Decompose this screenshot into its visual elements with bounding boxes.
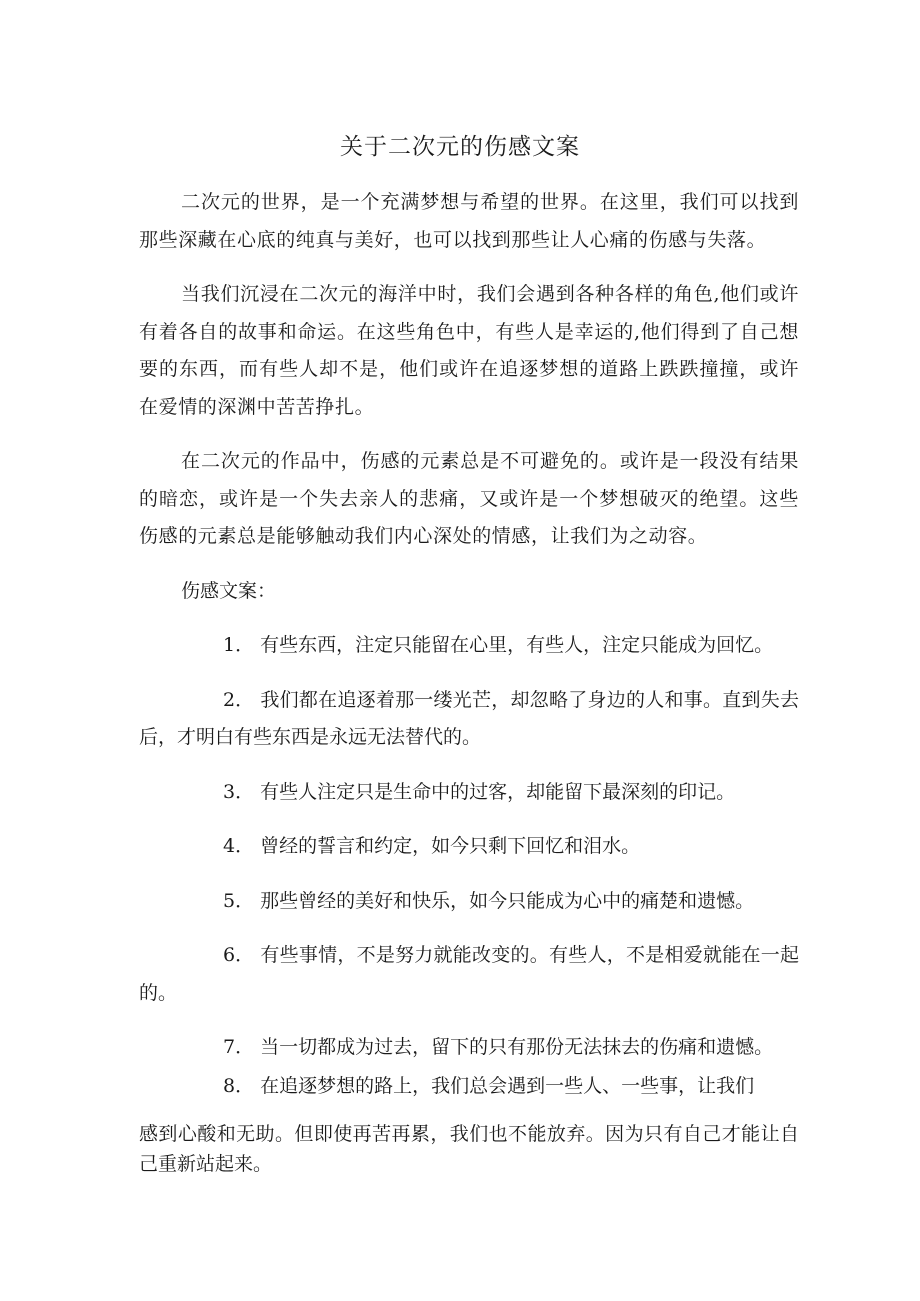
list-item <box>139 682 799 757</box>
document-body <box>139 184 799 1196</box>
list-item-number: 7． <box>223 1036 255 1058</box>
list-item-number: 3． <box>223 780 255 803</box>
list-item <box>139 883 799 921</box>
list-item <box>139 828 799 866</box>
paragraph-elements: 在二次元的作品中，伤感的元素总是不可避免的。或许是一段没有结果的暗恋，或许是一个失去亲人的悲痛，又或许是一个梦想破灭的绝望。这些伤感的元素总是能够触动我们内心深处的情感，让我们为之动容。 <box>139 450 799 547</box>
list-item-number: 1． <box>223 634 255 656</box>
list-item-number: 4． <box>223 835 255 857</box>
list-item <box>139 1029 799 1067</box>
list-item-continuation: 感到心酸和无助。但即使再苦再累，我们也不能放弃。因为只有自己才能让自己重新站起来。 <box>139 1122 799 1175</box>
paragraph-intro: 二次元的世界，是一个充满梦想与希望的世界。在这里，我们可以找到那些深藏在心底的纯真与美好，也可以找到那些让人心痛的伤感与失落。 <box>139 191 799 251</box>
list-item <box>139 627 799 665</box>
document-title: 关于二次元的伤感文案 <box>340 134 580 160</box>
list-item-text: 那些曾经的美好和快乐，如今只能成为心中的痛楚和遗憾。 <box>260 889 755 912</box>
list-item-number: 6． <box>223 944 255 966</box>
paragraph-characters: 当我们沉浸在二次元的海洋中时，我们会遇到各种各样的角色,他们或许有着各自的故事和命运。在这些角色中，有些人是幸运的,他们得到了自己想要的东西，而有些人却不是，他们或许在追逐梦想的道路上跌跌撞撞，或许在爱情的深渊中苦苦挣扎。 <box>139 283 799 418</box>
list-item <box>139 1071 799 1179</box>
list-item-number: 2． <box>223 688 255 711</box>
section-label: 伤感文案： <box>181 579 277 602</box>
list-item-number: 8． <box>223 1074 255 1097</box>
list-item-text: 我们都在追逐着那一缕光芒，却忽略了身边的人和事。直到失去后，才明白有些东西是永远无法替代的。 <box>139 688 799 748</box>
list-item-text: 有些东西，注定只能留在心里，有些人，注定只能成为回忆。 <box>260 634 774 656</box>
list-item <box>139 774 799 812</box>
list-item-text: 在追逐梦想的路上，我们总会遇到一些人、一些事，让我们 <box>260 1074 755 1097</box>
list-item-text: 当一切都成为过去，留下的只有那份无法抹去的伤痛和遗憾。 <box>260 1036 774 1058</box>
list-item-text: 有些事情，不是努力就能改变的。有些人，不是相爱就能在一起的。 <box>139 944 799 1004</box>
list-item-number: 5． <box>223 889 255 912</box>
list-item-text: 曾经的誓言和约定，如今只剩下回忆和泪水。 <box>260 835 641 857</box>
list-item <box>139 937 799 1012</box>
list-item-text: 有些人注定只是生命中的过客，却能留下最深刻的印记。 <box>260 780 736 803</box>
